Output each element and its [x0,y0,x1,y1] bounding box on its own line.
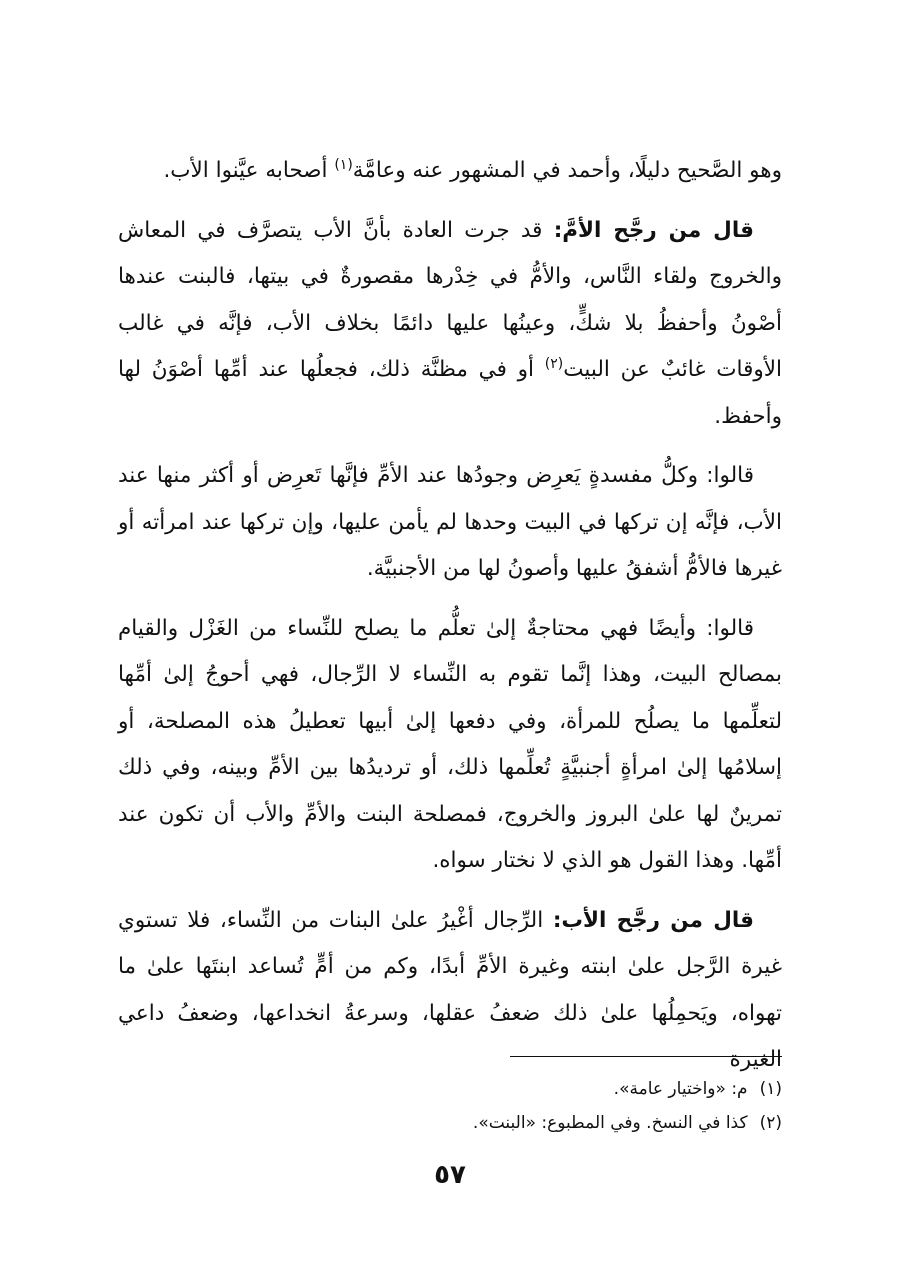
paragraph-text: قالوا: وأيضًا فهي محتاجةٌ إلىٰ تعلُّم ما يصلح للنِّساء من الغَزْل والقيام بمصالح البيت، وهذا إنَّما تقوم به النِّساء لا الرِّجال، فهي أحوجُ إلىٰ أمِّها لتعلِّمها ما يصلُح للمرأة، وفي دفعها إلىٰ أبيها تعطيلُ هذه المصلحة، أو إسلامُها إلىٰ امرأةٍ أجنبيَّةٍ تُعلِّمها ذلك، أو ترديدُها بين الأمِّ وبينه، وفي ذلك تمرينٌ لها علىٰ البروز والخروج، فمصلحة البنت والأمِّ والأب أن تكون عند أمِّها. وهذا القول هو الذي لا نختار سواه. [118,615,782,873]
main-text [118,148,782,1097]
footnote-reference-2: (٢) [544,355,564,372]
footnote-text: كذا في النسخ. وفي المطبوع: «البنت». [472,1113,748,1133]
paragraph-text-continued: أو في مظنَّة ذلك، فجعلُها عند أمِّها أصْوَنُ لها وأحفظ. [118,357,782,429]
paragraph-text: الرِّجال أغْيرُ علىٰ البنات من النِّساء، فلا تستوي غيرة الرَّجل علىٰ ابنته وغيرة الأمِّ أبدًا، وكم من أمٍّ تُساعد ابنتَها علىٰ ما تهواه، ويَحمِلُها علىٰ ذلك ضعفُ عقلها، وسرعةُ انخداعها، وضعفُ داعي الغيرة [118,907,782,1072]
paragraph-lead: قال من رجَّح الأمَّ: [553,217,754,243]
footnote-number: (٢) [759,1113,782,1133]
paragraph-1 [118,148,782,195]
paragraph-text: قد جرت العادة بأنَّ الأب يتصرَّف في المعاش والخروج ولقاء النَّاس، والأمُّ في خِدْرها مقصورةٌ في بيتها، فالبنت عندها أصْونُ وأحفظُ بلا شكٍّ، وعينُها عليها دائمًا بخلاف الأب، فإنَّه في غالب الأوقات غائبٌ عن البيت [118,217,782,382]
paragraph-text: وهو الصَّحيح دليلًا، وأحمد في المشهور عنه وعامَّة [352,158,782,183]
footnote-reference-1: (١) [334,156,353,173]
page-number: ٥٧ [434,1160,466,1190]
paragraph-2 [118,208,782,441]
paragraph-text: قالوا: وكلُّ مفسدةٍ يَعرِض وجودُها عند الأمِّ فإنَّها تَعرِض أو أكثر منها عند الأب، فإنَّه إن تركها في البيت وحدها لم يأمن عليها، وإن تركها عند امرأته أو غيرها فالأمُّ أشفقُ عليها وأصونُ لها من الأجنبيَّة. [118,463,782,581]
paragraph-lead: قال من رجَّح الأب: [552,907,755,933]
footnote-2 [118,1106,782,1140]
footnote-separator [510,1056,782,1057]
footnote-1 [118,1072,782,1106]
footnotes [118,1072,782,1140]
footnote-text: م: «واختيار عامة». [613,1079,748,1099]
paragraph-text-continued: أصحابه عيَّنوا الأب. [163,158,335,183]
footnote-number: (١) [759,1079,782,1099]
paragraph-4 [118,606,782,885]
paragraph-3 [118,453,782,593]
